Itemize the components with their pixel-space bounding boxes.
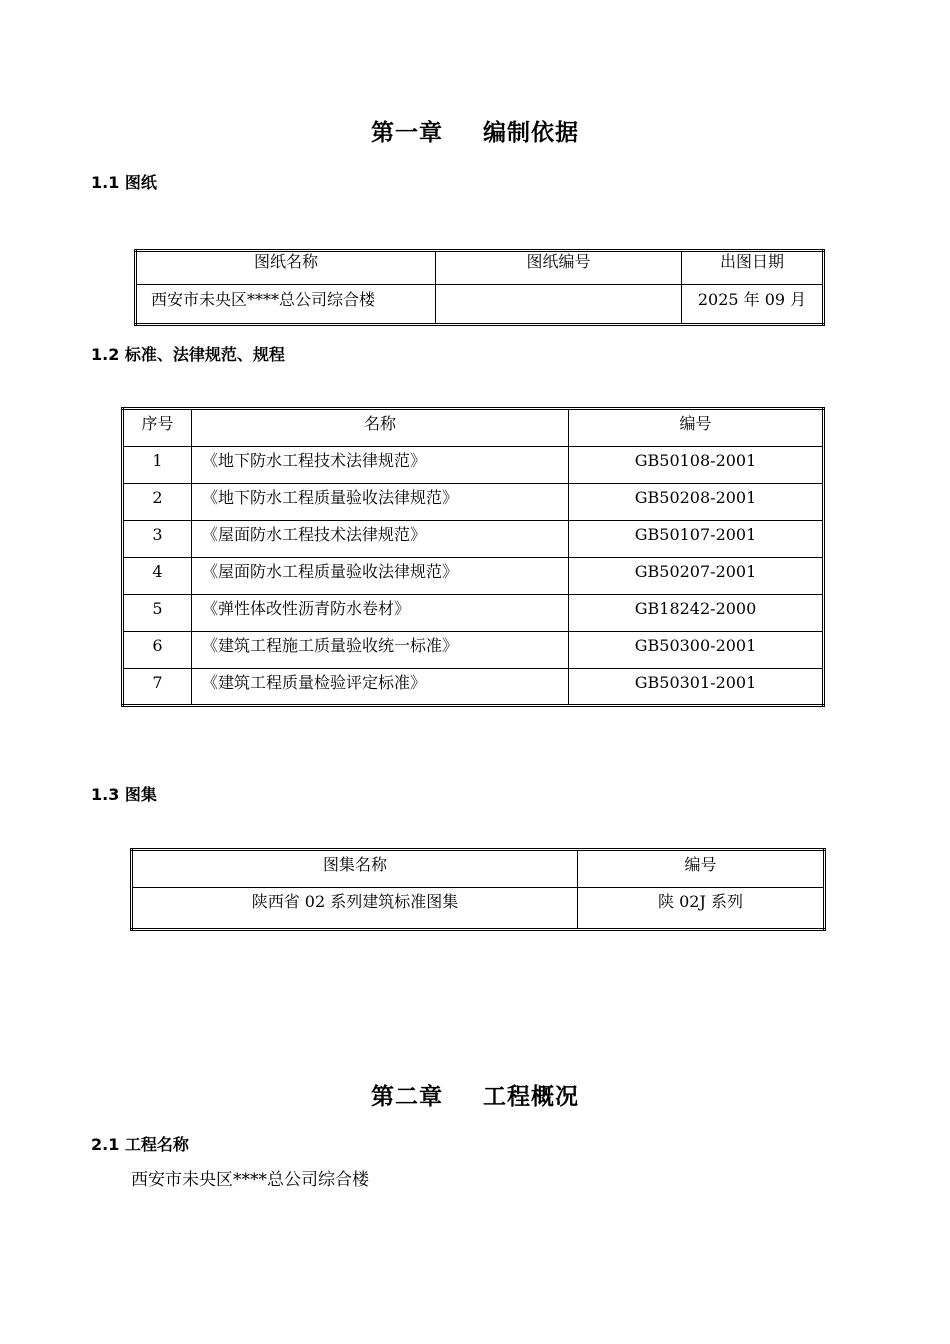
table-header-cell: 图集名称 [132,850,578,888]
table-cell: 《建筑工程质量检验评定标准》 [192,669,569,706]
table-header-cell: 图纸编号 [436,251,682,285]
table-cell: 《地下防水工程技术法律规范》 [192,447,569,484]
table-row [123,484,824,521]
table-header-cell: 名称 [192,409,569,447]
table-header-cell: 图纸名称 [136,251,436,285]
chapter-2-number: 第二章 [371,1084,443,1110]
table-cell: GB50107-2001 [569,521,824,558]
drawings-table [134,249,825,326]
table-cell: 5 [123,595,192,632]
standards-table [121,407,825,707]
table-cell: 4 [123,558,192,595]
table-cell: GB50207-2001 [569,558,824,595]
table-header-row [136,251,824,285]
table-cell: 陕西省 02 系列建筑标准图集 [132,888,578,930]
chapter-1-name: 编制依据 [483,120,579,146]
table-row [123,521,824,558]
section-2-1-heading: 2.1 工程名称 [91,1135,189,1154]
table-row [123,447,824,484]
atlas-table [130,848,826,931]
table-row [123,595,824,632]
table-header-cell: 出图日期 [682,251,824,285]
table-cell: 西安市未央区****总公司综合楼 [136,285,436,325]
table-row [123,669,824,706]
table-header-row [123,409,824,447]
table-cell: 7 [123,669,192,706]
table-cell: 6 [123,632,192,669]
table-cell: 《屋面防水工程质量验收法律规范》 [192,558,569,595]
table-cell: GB50300-2001 [569,632,824,669]
table-header-row [132,850,825,888]
table-cell: GB50208-2001 [569,484,824,521]
table-cell [436,285,682,325]
table-header-cell: 编号 [578,850,825,888]
table-row [136,285,824,325]
table-row [123,558,824,595]
chapter-2-title [0,1078,950,1111]
chapter-1-title [0,114,950,147]
table-row [132,888,825,930]
table-header-cell: 序号 [123,409,192,447]
table-cell: 3 [123,521,192,558]
table-cell: 《建筑工程施工质量验收统一标准》 [192,632,569,669]
table-cell: GB50301-2001 [569,669,824,706]
chapter-1-number: 第一章 [371,120,443,146]
table-cell: 1 [123,447,192,484]
section-1-3-heading: 1.3 图集 [91,785,157,804]
table-row [123,632,824,669]
table-cell: 《弹性体改性沥青防水卷材》 [192,595,569,632]
table-cell: 2025 年 09 月 [682,285,824,325]
table-cell: GB50108-2001 [569,447,824,484]
table-cell: 陕 02J 系列 [578,888,825,930]
table-cell: 《屋面防水工程技术法律规范》 [192,521,569,558]
table-cell: GB18242-2000 [569,595,824,632]
table-header-cell: 编号 [569,409,824,447]
chapter-2-name: 工程概况 [483,1084,579,1110]
section-1-1-heading: 1.1 图纸 [91,173,157,192]
section-1-2-heading: 1.2 标准、法律规范、规程 [91,345,285,364]
project-name-text: 西安市未央区****总公司综合楼 [131,1170,369,1190]
table-cell: 2 [123,484,192,521]
table-cell: 《地下防水工程质量验收法律规范》 [192,484,569,521]
